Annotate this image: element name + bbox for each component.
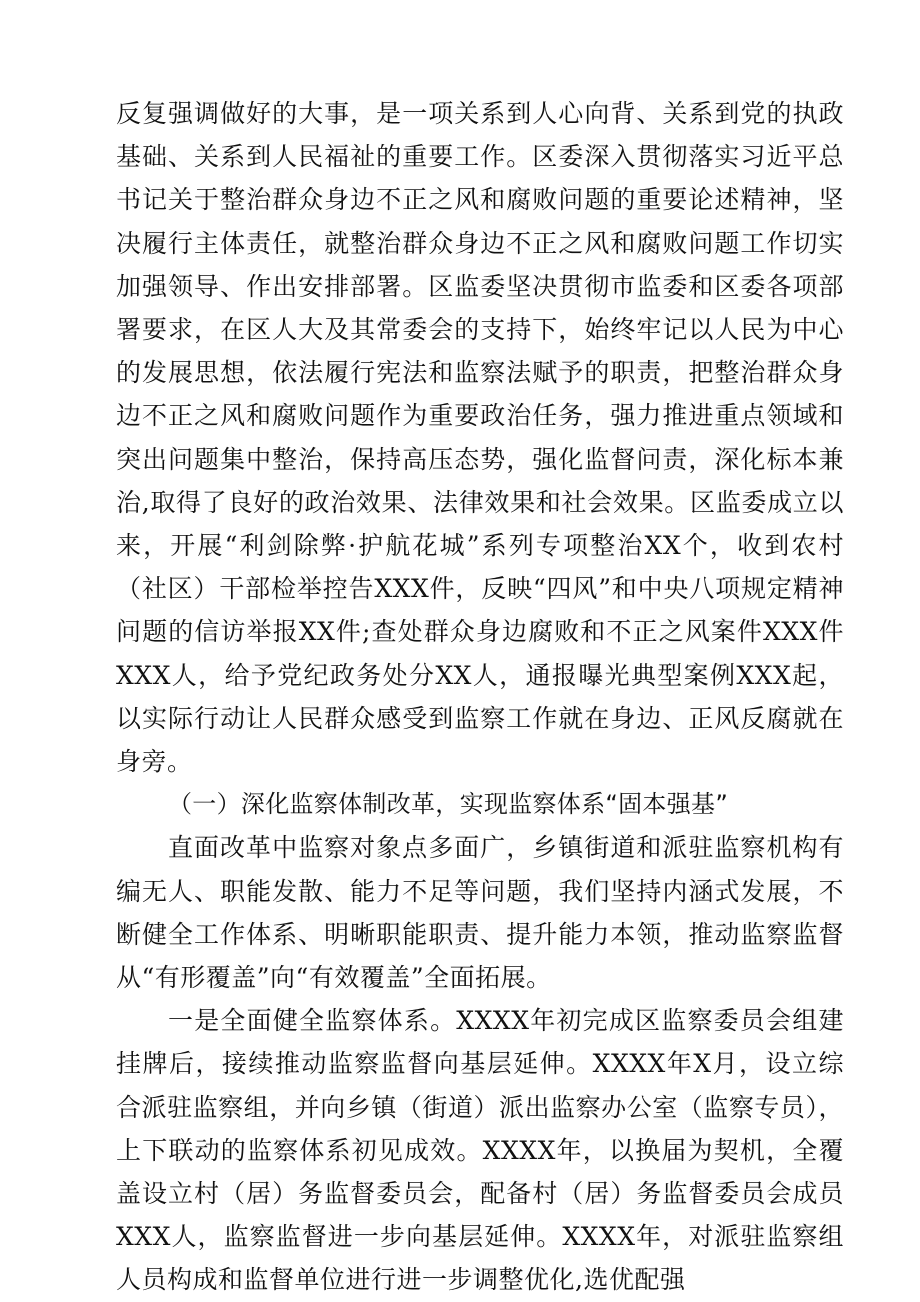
document-body — [116, 92, 844, 1302]
body-paragraph-3: 一是全面健全监察体系。XXXX年初完成区监察委员会组建挂牌后，接续推动监察监督向基层延伸。XXXX年X月，设立综合派驻监察组，并向乡镇（街道）派出监察办公室（监察专员），上下联动的监察体系初见成效。XXXX年，以换届为契机，全覆盖设立村（居）务监督委员会，配备村（居）务监督委员会成员XXX人，监察监督进一步向基层延伸。XXXX年，对派驻监察组人员构成和监督单位进行进一步调整优化,选优配强 — [116, 1006, 844, 1295]
body-paragraph-1: 反复强调做好的大事，是一项关系到人心向背、关系到党的执政基础、关系到人民福祉的重要工作。区委深入贯彻落实习近平总书记关于整治群众身边不正之风和腐败问题的重要论述精神，坚决履行主体责任，就整治群众身边不正之风和腐败问题工作切实加强领导、作出安排部署。区监委坚决贯彻市监委和区委各项部署要求，在区人大及其常委会的支持下，始终牢记以人民为中心的发展思想，依法履行宪法和监察法赋予的职责，把整治群众身边不正之风和腐败问题作为重要政治任务，强力推进重点领域和突出问题集中整治，保持高压态势，强化监督问责，深化标本兼治,取得了良好的政治效果、法律效果和社会效果。区监委成立以来，开展“利剑除弊·护航花城”系列专项整治XX个，收到农村（社区）干部检举控告XXX件，反映“四风”和中央八项规定精神问题的信访举报XX件;查处群众身边腐败和不正之风案件XXX件XXX人，给予党纪政务处分XX人，通报曝光典型案例XXX起，以实际行动让人民群众感受到监察工作就在身边、正风反腐就在身旁。 — [116, 99, 844, 777]
section-heading-1: （一）深化监察体制改革，实现监察体系“固本强基” — [168, 790, 729, 819]
body-paragraph-2: 直面改革中监察对象点多面广，乡镇街道和派驻监察机构有编无人、职能发散、能力不足等问题，我们坚持内涵式发展，不断健全工作体系、明晰职能职责、提升能力本领，推动监察监督从“有形覆盖”向“有效覆盖”全面拓展。 — [116, 833, 844, 993]
